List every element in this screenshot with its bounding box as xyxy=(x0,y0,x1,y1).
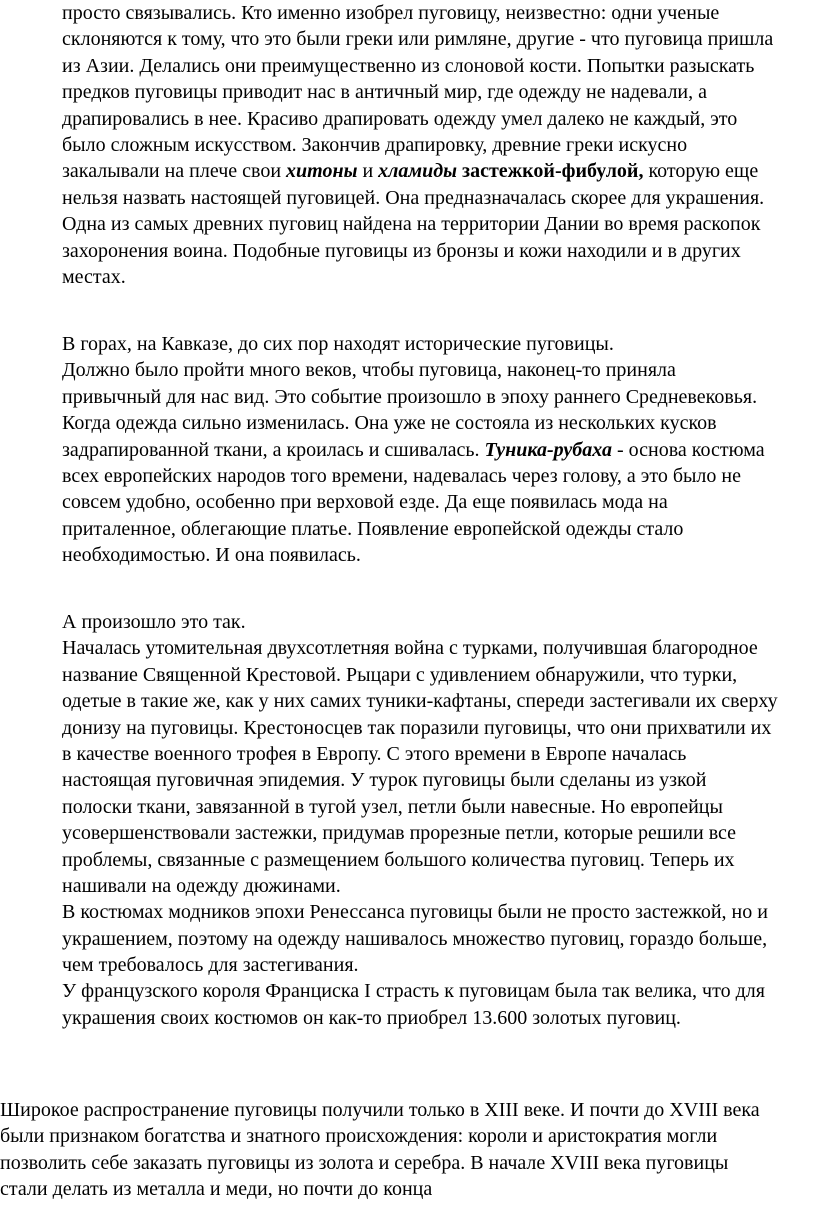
text-line: Одна из самых древних пуговиц найдена на территории Дании во время раскопок xyxy=(62,213,761,236)
text-line: Широкое распространение пуговицы получили только в XIII веке. И почти до XVIII века xyxy=(0,1099,760,1121)
text-line: А произошло это так. xyxy=(62,611,246,633)
text-line: В костюмах модников эпохи Ренессанса пуговицы были не просто застежкой, но и xyxy=(62,901,768,924)
paragraph-crusades xyxy=(62,609,814,1031)
text-line: одетые в такие же, как у них самих туники-кафтаны, спереди застегивали их сверху xyxy=(62,690,778,713)
text-line: украшением, поэтому на одежду нашивалось множество пуговиц, гораздо больше, xyxy=(62,927,768,950)
text-line: В горах, на Кавказе, до сих пор находят исторические пуговицы. xyxy=(62,333,614,355)
term-chlamys: хламиды xyxy=(378,160,458,183)
text-run: задрапированной ткани, а кроилась и сшивалась. xyxy=(62,438,485,461)
text-line: просто связывались. Кто именно изобрел пуговицу, неизвестно: одни ученые xyxy=(62,2,720,24)
text-line xyxy=(62,437,814,463)
text-run: и xyxy=(357,160,379,183)
text-run: которую еще xyxy=(643,160,759,183)
text-line: позволить себе заказать пуговицы из золота и серебра. В начале XVIII века пуговицы xyxy=(0,1151,729,1174)
paragraph-middle-ages xyxy=(62,331,814,569)
paragraph-spread xyxy=(0,1097,814,1203)
term-chitons: хитоны xyxy=(286,160,358,183)
text-line: стали делать из металла и меди, но почти до конца xyxy=(0,1178,433,1201)
paragraph-drapery xyxy=(62,0,814,290)
text-line: местах. xyxy=(62,265,126,288)
text-line: всех европейских народов того времени, надевалась через голову, а это было не xyxy=(62,464,741,487)
text-line: были признаком богатства и знатного происхождения: короли и аристократия могли xyxy=(0,1125,718,1148)
text-line: приталенное, облегающие платье. Появление европейской одежды стало xyxy=(62,517,684,540)
text-line: проблемы, связанные с размещением большого количества пуговиц. Теперь их xyxy=(62,848,735,871)
term-fibula: застежкой-фибулой, xyxy=(457,160,644,183)
text-line: украшения своих костюмов он как-то приобрел 13.600 золотых пуговиц. xyxy=(62,1006,681,1029)
term-tunic-shirt: Туника-рубаха xyxy=(484,438,612,461)
text-line: название Священной Крестовой. Рыцари с удивлением обнаружили, что турки, xyxy=(62,663,738,686)
text-line: нельзя назвать настоящей пуговицей. Она предназначалась скорее для украшения. xyxy=(62,186,765,209)
text-line: полоски ткани, завязанной в тугой узел, петли были навесные. Но европейцы xyxy=(62,795,723,818)
text-line: настоящая пуговичная эпидемия. У турок пуговицы были сделаны из узкой xyxy=(62,769,707,792)
text-line: предков пуговицы приводит нас в античный мир, где одежду не надевали, а xyxy=(62,81,708,104)
text-line: драпировались в нее. Красиво драпировать одежду умел далеко не каждый, это xyxy=(62,107,738,130)
text-line: донизу на пуговицы. Крестоносцев так поразили пуговицы, что они прихватили их xyxy=(62,716,772,739)
text-run: закалывали на плече свои xyxy=(62,160,287,183)
text-line: из Азии. Делались они преимущественно из слоновой кости. Попытки разыскать xyxy=(62,54,755,77)
text-run: - основа костюма xyxy=(611,438,765,461)
text-line: в качестве военного трофея в Европу. С этого времени в Европе началась xyxy=(62,742,687,765)
text-line: совсем удобно, особенно при верховой езде. Да еще появилась мода на xyxy=(62,491,668,514)
text-line: привычный для нас вид. Это событие произошло в эпоху раннего Средневековья. xyxy=(62,385,758,408)
text-line: Должно было пройти много веков, чтобы пуговица, наконец-то приняла xyxy=(62,359,676,382)
text-line: У французского короля Франциска I страсть к пуговицам была так велика, что для xyxy=(62,980,765,1003)
text-line: Началась утомительная двухсотлетняя война с турками, получившая благородное xyxy=(62,637,758,660)
text-line: было сложным искусством. Закончив драпировку, древние греки искусно xyxy=(62,133,688,156)
text-line: усовершенствовали застежки, придумав прорезные петли, которые решили все xyxy=(62,822,737,845)
text-line: склоняются к тому, что это были греки или римляне, другие - что пуговица пришла xyxy=(62,28,774,51)
text-line: нашивали на одежду дюжинами. xyxy=(62,874,341,897)
text-line: Когда одежда сильно изменилась. Она уже не состояла из нескольких кусков xyxy=(62,412,717,435)
text-line xyxy=(62,158,814,184)
text-line: захоронения воина. Подобные пуговицы из бронзы и кожи находили и в других xyxy=(62,239,741,262)
text-line: чем требовалось для застегивания. xyxy=(62,954,359,977)
text-line: необходимостью. И она появилась. xyxy=(62,544,361,567)
